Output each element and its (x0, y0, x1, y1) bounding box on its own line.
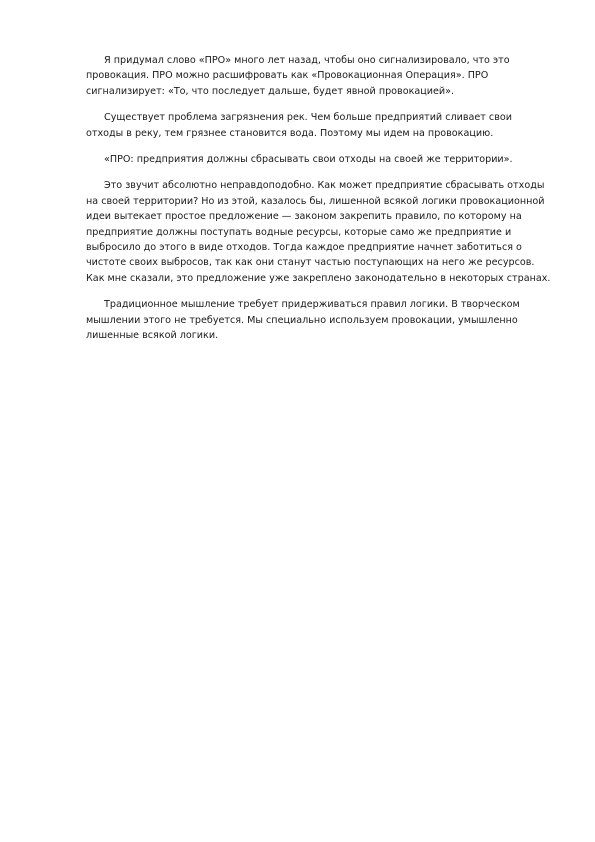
paragraph-4: Это звучит абсолютно неправдоподобно. Как может предприятие сбрасывать отходы на своей территории? Но из этой, казалось бы, лишенной всякой логики провокационной идеи вытекает простое предложение — законом закрепить правило, по которому на предприятие должны поступать водные ресурсы, которые само же предприятие и выбросило до этого в виде отходов. Тогда каждое предприятие начнет заботиться о чистоте своих выбросов, так как они станут частью поступающих на него же ресурсов. Как мне сказали, это предложение уже закреплено законодательно в некоторых странах. (86, 180, 551, 284)
paragraph-5: Традиционное мышление требует придерживаться правил логики. В творческом мышлении этого не требуется. Мы специально используем провокации, умышленно лишенные всякой логики. (86, 299, 520, 342)
document-body (86, 53, 551, 355)
paragraph-1: Я придумал слово «ПРО» много лет назад, чтобы оно сигнализировало, что это провокация. ПРО можно расшифровать как «Провокационная Операция». ПРО сигнализирует: «То, что последует дальше, будет явной провокацией». (86, 55, 510, 97)
paragraph-3: «ПРО: предприятия должны сбрасывать свои отходы на своей же территории». (104, 154, 513, 166)
paragraph-2: Существует проблема загрязнения рек. Чем больше предприятий сливает свои отходы в реку, тем грязнее становится вода. Поэтому мы идем на провокацию. (86, 112, 512, 139)
